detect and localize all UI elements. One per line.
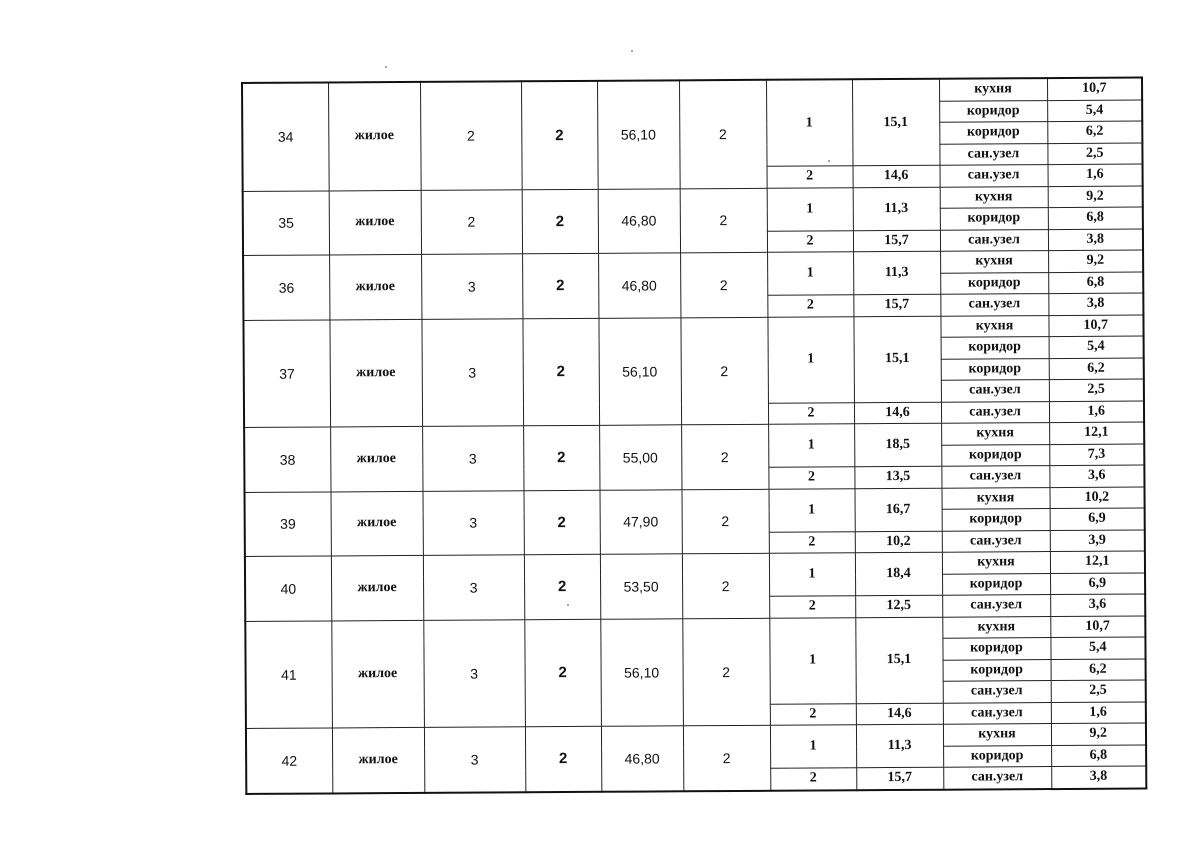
- living-room-number: 2: [767, 166, 853, 188]
- living-room-count: 2: [680, 317, 768, 425]
- living-room-area: 18,5: [854, 423, 941, 467]
- auxiliary-room-area: 12,1: [1049, 422, 1144, 444]
- living-room-number: 2: [768, 402, 854, 424]
- auxiliary-room-area: 3,8: [1051, 766, 1146, 789]
- auxiliary-room-name: коридор: [942, 573, 1050, 595]
- living-room-area: 14,6: [853, 165, 940, 187]
- total-area: 47,90: [599, 489, 681, 554]
- living-room-area: 13,5: [854, 466, 941, 488]
- living-room-number: 1: [766, 79, 853, 166]
- living-room-number: 1: [767, 187, 853, 231]
- auxiliary-room-area: 6,9: [1050, 508, 1145, 530]
- apartments-table-body: [242, 77, 1146, 793]
- auxiliary-room-area: 1,6: [1048, 164, 1143, 186]
- room-count: 2: [522, 189, 598, 254]
- auxiliary-room-area: 6,8: [1048, 271, 1143, 293]
- living-room-count: 2: [680, 252, 767, 317]
- auxiliary-room-area: 7,3: [1049, 443, 1144, 465]
- living-room-count: 2: [681, 424, 768, 489]
- room-count: 2: [523, 425, 599, 490]
- auxiliary-room-area: 3,8: [1048, 293, 1143, 315]
- living-room-count: 2: [682, 618, 770, 726]
- room-count: 2: [522, 253, 598, 318]
- living-room-area: 10,2: [855, 531, 942, 553]
- scan-speck: [567, 604, 569, 606]
- total-area: 53,50: [600, 554, 682, 619]
- auxiliary-room-area: 2,5: [1049, 379, 1144, 401]
- auxiliary-room-name: сан.узел: [942, 530, 1050, 552]
- auxiliary-room-name: коридор: [941, 444, 1049, 466]
- auxiliary-room-area: 10,7: [1048, 314, 1143, 336]
- auxiliary-room-area: 5,4: [1049, 336, 1144, 358]
- scan-speck: [828, 160, 830, 162]
- living-room-number: 1: [767, 316, 854, 403]
- room-count: 2: [524, 619, 601, 727]
- total-area: 56,10: [600, 618, 683, 726]
- auxiliary-room-area: 3,9: [1050, 529, 1145, 551]
- floor-number: 3: [423, 619, 525, 727]
- auxiliary-room-name: кухня: [942, 616, 1050, 638]
- auxiliary-room-area: 6,8: [1048, 207, 1143, 229]
- auxiliary-room-name: коридор: [939, 122, 1047, 144]
- living-room-number: 2: [769, 531, 855, 553]
- auxiliary-room-area: 1,6: [1049, 400, 1144, 422]
- floor-number: 3: [421, 254, 522, 319]
- living-room-area: 15,7: [856, 767, 943, 790]
- living-room-area: 16,7: [854, 488, 941, 532]
- living-room-area: 15,1: [855, 617, 943, 704]
- living-room-number: 2: [770, 768, 856, 791]
- floor-number: 2: [421, 189, 522, 254]
- auxiliary-room-area: 9,2: [1048, 185, 1143, 207]
- living-room-number: 1: [769, 553, 855, 597]
- room-count: 2: [524, 554, 600, 619]
- room-count: 2: [521, 81, 598, 189]
- auxiliary-room-name: сан.узел: [941, 380, 1049, 402]
- auxiliary-room-name: кухня: [940, 251, 1048, 273]
- apartment-number: 35: [243, 190, 329, 255]
- living-room-area: 11,3: [853, 251, 940, 295]
- premises-type: жилое: [332, 727, 424, 793]
- auxiliary-room-name: кухня: [939, 78, 1047, 101]
- scanned-page: [241, 77, 1145, 794]
- auxiliary-room-area: 12,1: [1050, 551, 1145, 573]
- floor-number: 3: [422, 426, 523, 491]
- auxiliary-room-area: 2,5: [1047, 142, 1142, 164]
- living-room-number: 1: [768, 424, 854, 468]
- scan-speck: [385, 66, 387, 68]
- auxiliary-room-name: сан.узел: [940, 165, 1048, 187]
- auxiliary-room-name: коридор: [941, 358, 1049, 380]
- auxiliary-room-name: коридор: [943, 659, 1051, 681]
- auxiliary-room-name: коридор: [943, 745, 1051, 767]
- living-room-area: 15,7: [853, 294, 940, 316]
- auxiliary-room-area: 6,2: [1051, 658, 1146, 680]
- living-room-number: 2: [768, 467, 854, 489]
- apartment-number: 39: [245, 491, 331, 556]
- auxiliary-room-area: 10,7: [1047, 77, 1142, 100]
- auxiliary-room-name: коридор: [941, 337, 1049, 359]
- auxiliary-room-area: 5,4: [1047, 99, 1142, 121]
- auxiliary-room-area: 1,6: [1051, 701, 1146, 723]
- living-room-count: 2: [682, 553, 769, 618]
- auxiliary-room-name: кухня: [941, 487, 1049, 509]
- auxiliary-room-name: сан.узел: [940, 229, 1048, 251]
- total-area: 55,00: [599, 425, 681, 490]
- living-room-count: 2: [680, 188, 767, 253]
- room-count: 2: [522, 318, 599, 426]
- floor-number: 3: [421, 318, 523, 426]
- auxiliary-room-name: коридор: [942, 638, 1050, 660]
- auxiliary-room-name: кухня: [940, 186, 1048, 208]
- total-area: 46,80: [598, 253, 680, 318]
- living-room-area: 14,6: [854, 402, 941, 424]
- premises-type: жилое: [331, 620, 424, 728]
- floor-number: 3: [424, 727, 525, 793]
- auxiliary-room-name: коридор: [940, 208, 1048, 230]
- auxiliary-room-name: коридор: [940, 272, 1048, 294]
- premises-type: жилое: [329, 190, 421, 255]
- premises-type: жилое: [330, 426, 422, 491]
- apartment-number: 37: [243, 319, 330, 427]
- living-room-area: 15,7: [853, 230, 940, 252]
- auxiliary-room-name: коридор: [939, 100, 1047, 122]
- total-area: 46,80: [601, 726, 683, 791]
- apartments-table: [241, 76, 1147, 794]
- auxiliary-room-area: 9,2: [1048, 250, 1143, 272]
- living-room-number: 2: [767, 295, 853, 317]
- auxiliary-room-name: кухня: [940, 315, 1048, 337]
- living-room-count: 2: [683, 725, 770, 791]
- auxiliary-room-name: кухня: [943, 724, 1051, 746]
- auxiliary-room-area: 10,7: [1050, 615, 1145, 637]
- auxiliary-room-name: сан.узел: [943, 767, 1051, 790]
- room-count: 2: [523, 490, 599, 555]
- total-area: 46,80: [598, 188, 680, 253]
- living-room-area: 15,1: [852, 79, 940, 166]
- living-room-area: 18,4: [855, 552, 942, 596]
- auxiliary-room-name: сан.узел: [941, 466, 1049, 488]
- living-room-number: 1: [770, 725, 856, 769]
- auxiliary-room-area: 10,2: [1049, 486, 1144, 508]
- living-room-area: 12,5: [855, 595, 942, 617]
- auxiliary-room-area: 6,9: [1050, 572, 1145, 594]
- auxiliary-room-name: сан.узел: [943, 702, 1051, 724]
- auxiliary-room-area: 3,6: [1049, 465, 1144, 487]
- living-room-area: 11,3: [856, 724, 943, 768]
- auxiliary-room-name: коридор: [942, 509, 1050, 531]
- apartment-number: 34: [242, 82, 329, 191]
- living-room-number: 1: [769, 617, 856, 704]
- premises-type: жилое: [331, 491, 423, 556]
- apartment-number: 42: [246, 728, 332, 794]
- floor-number: 3: [423, 490, 524, 555]
- room-count: 2: [525, 726, 601, 791]
- auxiliary-room-area: 3,8: [1048, 228, 1143, 250]
- premises-type: жилое: [329, 319, 422, 427]
- living-room-count: 2: [679, 80, 767, 189]
- premises-type: жилое: [331, 555, 423, 620]
- premises-type: жилое: [328, 82, 421, 191]
- apartment-number: 40: [245, 556, 331, 621]
- auxiliary-room-area: 9,2: [1051, 723, 1146, 745]
- living-room-area: 11,3: [853, 187, 940, 231]
- apartment-number: 38: [244, 427, 330, 492]
- auxiliary-room-name: сан.узел: [943, 681, 1051, 703]
- auxiliary-room-area: 6,2: [1049, 357, 1144, 379]
- premises-type: жилое: [329, 254, 421, 319]
- auxiliary-room-name: сан.узел: [939, 143, 1047, 165]
- floor-number: 3: [423, 555, 524, 620]
- auxiliary-room-area: 3,6: [1050, 594, 1145, 616]
- auxiliary-room-area: 5,4: [1050, 637, 1145, 659]
- auxiliary-room-name: кухня: [942, 552, 1050, 574]
- living-room-number: 2: [769, 596, 855, 618]
- total-area: 56,10: [598, 317, 681, 425]
- living-room-count: 2: [681, 489, 768, 554]
- auxiliary-room-area: 6,8: [1051, 744, 1146, 766]
- auxiliary-room-name: сан.узел: [940, 294, 1048, 316]
- living-room-number: 2: [767, 230, 853, 252]
- living-room-number: 1: [768, 488, 854, 532]
- scan-speck: [631, 50, 633, 52]
- living-room-number: 2: [770, 703, 856, 725]
- total-area: 56,10: [597, 80, 680, 188]
- floor-number: 2: [420, 81, 522, 190]
- living-room-area: 14,6: [856, 703, 943, 725]
- apartment-number: 36: [243, 255, 329, 320]
- living-room-number: 1: [767, 252, 853, 296]
- auxiliary-room-area: 6,2: [1047, 121, 1142, 143]
- living-room-area: 15,1: [853, 316, 941, 403]
- auxiliary-room-name: кухня: [941, 423, 1049, 445]
- auxiliary-room-name: сан.узел: [942, 595, 1050, 617]
- auxiliary-room-area: 2,5: [1051, 680, 1146, 702]
- apartment-number: 41: [245, 620, 332, 728]
- auxiliary-room-name: сан.узел: [941, 401, 1049, 423]
